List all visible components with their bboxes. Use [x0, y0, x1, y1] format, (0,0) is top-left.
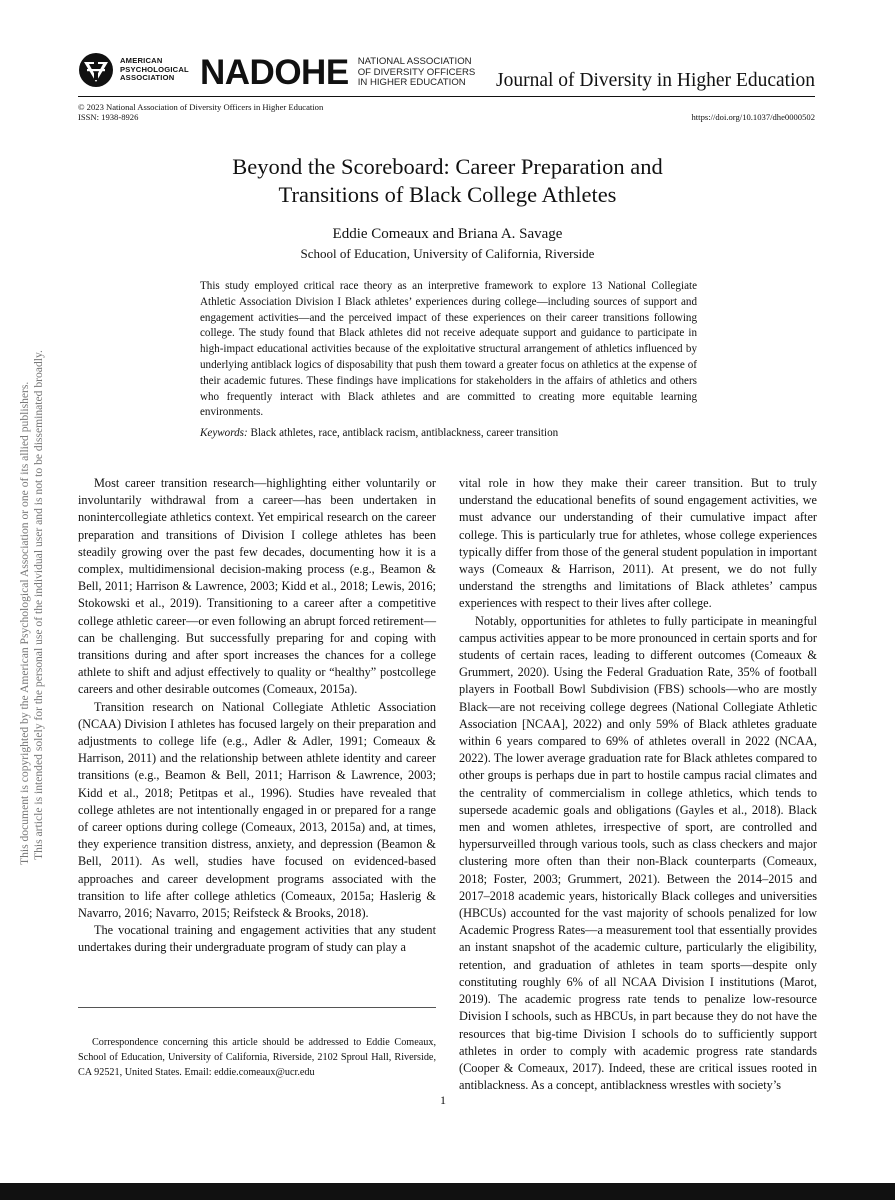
side-notice-line: This document is copyrighted by the American Psychological Association or one of its allied publishers.: [18, 381, 31, 865]
header-divider: [78, 96, 815, 97]
doi-link[interactable]: https://doi.org/10.1037/dhe0000502: [691, 112, 815, 122]
body-paragraph: The vocational training and engagement activities that any student undertakes during their undergraduate program of study can play a: [78, 923, 436, 955]
apa-name-line: ASSOCIATION: [120, 73, 175, 83]
nadohe-full-name: [358, 57, 476, 88]
body-paragraph: vital role in how they make their career transition. But to truly understand the educational benefits of sound engagement activities, we must advance our understanding of their cumulative impact after college. This is particularly true for athletes, whose college experiences typically differ from those of the general student population in important ways (Comeaux & Harrison, 2011). At present, we do not fully understand the strengths and limitations of Black athletes’ campus experiences with respect to their lives after college.: [459, 476, 817, 611]
body-paragraph: Transition research on National Collegiate Athletic Association (NCAA) Division I athletes has focused largely on their preparation and adjustments to college life (e.g., Adler & Adler, 1991; Comeaux & Harrison, 2011) and the relationship between athlete identity and career transitions (e.g., Beamon & Bell, 2011; Harrison & Lawrence, 2003; Kidd et al., 2018; Petitpas et al., 1996). Studies have revealed that college athletes are not intentionally engaged in or prepared for a range of career options during college (Comeaux, 2013, 2015a) and, at times, they experience transition distress, anxiety, and depression (Beamon & Bell, 2011). As well, studies have focused on evidenced-based approaches and career development programs associated with the transition to life after college athletics (Comeaux, 2015a; Haslerig & Navarro, 2016; Navarro, 2015; Reifsteck & Brooks, 2018).: [78, 699, 436, 921]
nadohe-name-line: IN HIGHER EDUCATION: [357, 77, 466, 89]
authors: Eddie Comeaux and Briana A. Savage: [332, 226, 563, 242]
nadohe-logo: [200, 55, 475, 91]
copyright-notice: © 2023 National Association of Diversity Officers in Higher Education: [78, 102, 324, 112]
page-number: 1: [440, 1093, 446, 1107]
body-paragraph: Most career transition research—highlighting either voluntarily or involuntarily withdrawal from a career—has been undertaken in nonintercollegiate athletics context. Yet empirical research on the career preparation and transitions of Division I college athletes has been steadily growing over the past few decades, documenting how it is a complex, multidimensional decision-making process (e.g., Beamon & Bell, 2011; Harrison & Lawrence, 2003; Kidd et al., 2018; Lewis, 2016; Stokowski et al., 2019). Transitioning to a career after a competitive college athletic career—or even following an abrupt forced retirement—can be challenging. But successfully preparing for and coping with transitions during and after sport increases the chances for a college athlete to shift and adjust effectively to quality or “healthy” postcollege careers and other desirable outcomes (Comeaux, 2015a).: [78, 476, 436, 697]
apa-logo: [78, 52, 189, 88]
nadohe-name-line: OF DIVERSITY OFFICERS: [357, 66, 476, 78]
body-column-left: [78, 475, 436, 957]
apa-name: [120, 57, 189, 82]
issn: ISSN: 1938-8926: [78, 112, 139, 122]
footnote-divider: [78, 1007, 436, 1008]
bottom-edge-bar: [0, 1183, 895, 1200]
apa-name-line: AMERICAN: [120, 56, 163, 66]
side-notice-line: This article is intended solely for the personal use of the individual user and is not to be disseminated broadly.: [32, 350, 45, 860]
title-line: Transitions of Black College Athletes: [278, 182, 617, 207]
copyright-block: [78, 102, 323, 122]
apa-emblem-icon: [78, 52, 114, 88]
title-line: Beyond the Scoreboard: Career Preparation and: [232, 154, 663, 179]
article-title: [120, 153, 775, 209]
keywords: [200, 426, 697, 441]
correspondence-footnote: Correspondence concerning this article should be addressed to Eddie Comeaux, School of Education, University of California, Riverside, 2102 Sproul Hall, Riverside, CA 92521, United States. Email: eddie.comeaux@ucr.edu: [78, 1037, 436, 1078]
abstract: [200, 279, 697, 421]
body-column-right: [459, 475, 817, 1094]
abstract-text: This study employed critical race theory as an interpretive framework to explore 13 National Collegiate Athletic Association Division I Black athletes’ experiences during college—including sources of support and engagement activities—and the perceived impact of these experiences on their career transitions following college. The study found that Black athletes did not receive adequate support and guidance to participate in high-impact educational activities because of the exploitative structural arrangement of athletics influenced by underlying antiblack logics of disposability that push them toward a greater focus on athletics at the expense of their academic futures. These findings have implications for stakeholders in the affairs of athletics and others who frequently interact with Black athletes and are committed to creating more equitable learning environments.: [200, 280, 697, 419]
nadohe-name-line: NATIONAL ASSOCIATION: [357, 56, 472, 68]
keywords-list: Black athletes, race, antiblack racism, antiblackness, career transition: [250, 427, 559, 439]
apa-name-line: PSYCHOLOGICAL: [120, 64, 189, 74]
affiliation: School of Education, University of California, Riverside: [300, 246, 595, 261]
keywords-label: Keywords:: [200, 427, 248, 439]
nadohe-wordmark: NADOHE: [200, 53, 349, 92]
body-paragraph: Notably, opportunities for athletes to fully participate in meaningful campus activities appear to be more pronounced in certain sports and for students of certain races, leading to different outcomes (Comeaux & Grummert, 2020). Using the Federal Graduation Rate, 35% of football players in Football Bowl Subdivision (FBS) schools—who are mostly Black—are not receiving college degrees (National Collegiate Athletic Association [NCAA], 2022) and only 59% of Black athletes graduate within 6 years compared to 69% of athletes overall in 2022 (NCAA, 2022). The lower average graduation rate for Black athletes compared to other groups is perhaps due in part to hostile campus racial climates and the centrality of commercialism in college athletics, which tends to supersede academic goals and obligations (Gayles et al., 2018). Black men and women athletes, irrespective of sport, are controlled and hypersurveilled through various tools, such as class checkers and major clustering more often than their non-Black counterparts (Comeaux, 2018; Foster, 2003; Grummert, 2021). Between the 2014–2015 and 2017–2018 academic years, historically Black colleges and universities (HBCUs) accounted for the vast majority of schools penalized for low Academic Progress Rates—a measurement tool that essentially provides an instant snapshot of the academic culture, particularly the eligibility, retention, and graduation of athletes in team sports—despite only constituting roughly 6% of all NCAA Division I institutions (Marot, 2019). The academic progress rate tends to penalize low-resource Division I schools, such as HBCUs, in part because they do not have the resources that big-time Division I schools do to sufficiently support athletes in order to comply with academic progress rate standards (Cooper & Comeaux, 2017). Indeed, these are critical issues rooted in antiblackness. As a concept, antiblackness wrestles with society’s: [459, 613, 817, 1093]
journal-name: Journal of Diversity in Higher Education: [496, 70, 815, 91]
